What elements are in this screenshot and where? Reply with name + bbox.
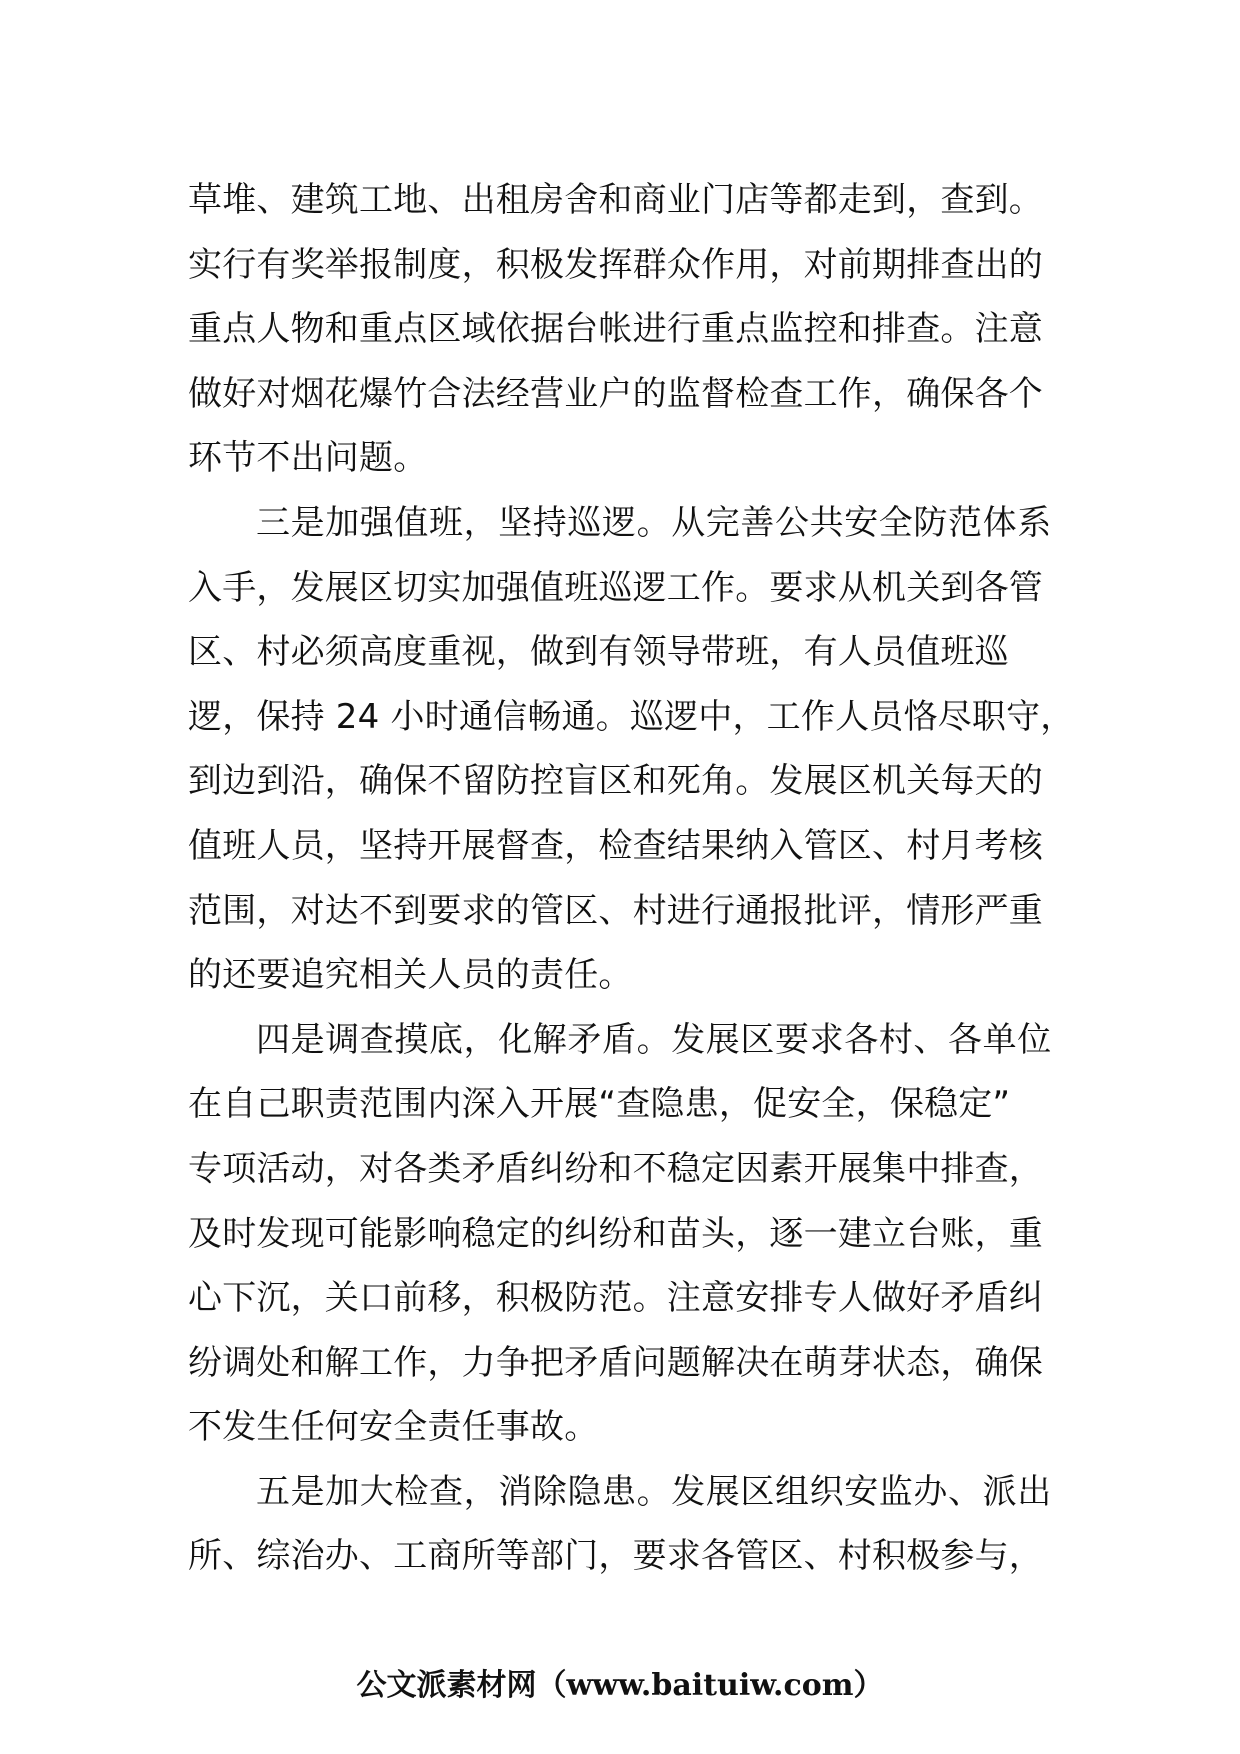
paragraph-lead-line: 五是加大检查，消除隐患。发展区组织安监办、派出 <box>256 1471 1052 1512</box>
text-line: 做好对烟花爆竹合法经营业户的监督检查工作，确保各个 <box>188 373 1043 414</box>
text-line: 入手，发展区切实加强值班巡逻工作。要求从机关到各管 <box>188 567 1043 608</box>
paragraph-lead-line: 四是调查摸底，化解矛盾。发展区要求各村、各单位 <box>256 1019 1052 1060</box>
text-line: 在自己职责范围内深入开展“查隐患，促安全，保稳定” <box>188 1084 1011 1125</box>
text-line: 重点人物和重点区域依据台帐进行重点监控和排查。注意 <box>188 309 1043 350</box>
text-line: 区、村必须高度重视，做到有领导带班，有人员值班巡 <box>188 632 1009 673</box>
document-body <box>188 168 1075 1589</box>
text-line: 所、综治办、工商所等部门，要求各管区、村积极参与， <box>188 1536 1043 1577</box>
text-line: 实行有奖举报制度，积极发挥群众作用，对前期排查出的 <box>188 244 1043 285</box>
text-line: 不发生任何安全责任事故。 <box>188 1407 599 1448</box>
text-line: 专项活动，对各类矛盾纠纷和不稳定因素开展集中排查， <box>188 1148 1043 1189</box>
text-line: 及时发现可能影响稳定的纠纷和苗头，逐一建立台账，重 <box>188 1213 1043 1254</box>
text-line: 到边到沿，确保不留防控盲区和死角。发展区机关每天的 <box>188 761 1043 802</box>
text-line: 逻，保持 24 小时通信畅通。巡逻中，工作人员恪尽职守， <box>188 696 1075 737</box>
text-line: 心下沉，关口前移，积极防范。注意安排专人做好矛盾纠 <box>188 1278 1043 1319</box>
text-line: 纷调处和解工作，力争把矛盾问题解决在萌芽状态，确保 <box>188 1342 1043 1383</box>
text-line: 草堆、建筑工地、出租房舍和商业门店等都走到，查到。 <box>188 180 1043 220</box>
footer-watermark: 公文派素材网（www.baituiw.com） <box>356 1668 884 1703</box>
paragraph-lead-line: 三是加强值班，坚持巡逻。从完善公共安全防范体系 <box>256 502 1052 543</box>
text-line: 的还要追究相关人员的责任。 <box>188 955 633 996</box>
text-line: 环节不出问题。 <box>188 438 428 479</box>
text-line: 值班人员，坚持开展督查，检查结果纳入管区、村月考核 <box>188 825 1043 866</box>
text-line: 范围，对达不到要求的管区、村进行通报批评，情形严重 <box>188 890 1043 931</box>
